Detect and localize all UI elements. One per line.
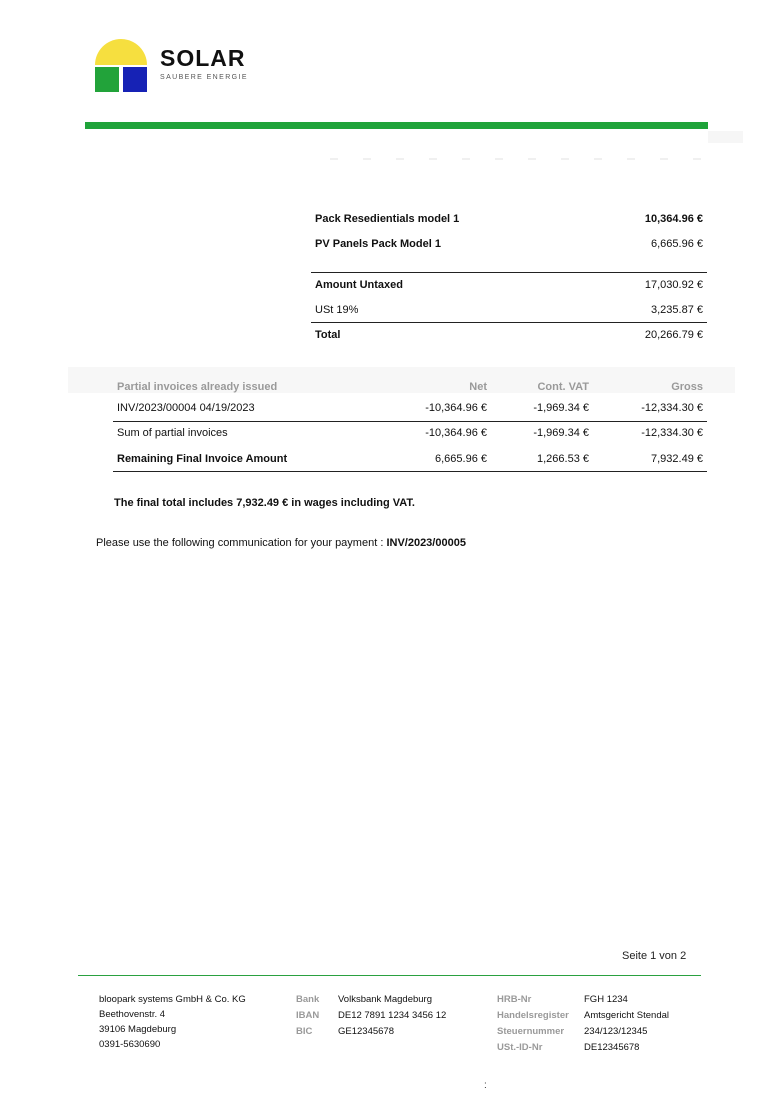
line-item xyxy=(311,232,707,257)
untaxed-row xyxy=(311,273,707,298)
total-amount: 20,266.79 € xyxy=(644,329,703,341)
partial-invoice-vat: -1,969.34 € xyxy=(533,402,589,414)
company-city: 39106 Magdeburg xyxy=(99,1024,177,1035)
tax-amount: 3,235.87 € xyxy=(651,304,703,316)
register-value: Amtsgericht Stendal xyxy=(584,1010,670,1021)
partial-sum-net: -10,364.96 € xyxy=(425,427,487,439)
payment-communication xyxy=(96,537,466,549)
tax-number-value: 234/123/12345 xyxy=(584,1026,648,1037)
untaxed-amount: 17,030.92 € xyxy=(644,279,703,291)
footer-register-values xyxy=(584,992,669,1056)
footer-register-labels xyxy=(497,992,569,1056)
partial-sum-gross: -12,334.30 € xyxy=(641,427,703,439)
partial-header-vat: Cont. VAT xyxy=(537,381,589,393)
company-logo xyxy=(95,39,149,93)
total-label: Total xyxy=(315,329,341,341)
line-item-amount: 10,364.96 € xyxy=(644,213,703,225)
table-row xyxy=(113,396,707,421)
remaining-row xyxy=(113,447,707,472)
sun-shape xyxy=(95,39,147,65)
faint-dashes xyxy=(330,158,705,160)
footer-bank-labels xyxy=(296,992,319,1040)
bic-label: BIC xyxy=(296,1026,313,1037)
line-item-label: PV Panels Pack Model 1 xyxy=(315,238,441,250)
hrb-value: FGH 1234 xyxy=(584,994,628,1005)
iban-label: IBAN xyxy=(296,1010,320,1021)
line-item-label: Pack Resedientials model 1 xyxy=(315,213,460,225)
remaining-vat: 1,266.53 € xyxy=(537,453,589,465)
remaining-net: 6,665.96 € xyxy=(435,453,487,465)
partial-sum-label: Sum of partial invoices xyxy=(117,427,228,439)
register-label: Handelsregister xyxy=(497,1010,569,1021)
line-item-amount: 6,665.96 € xyxy=(651,238,703,250)
final-total-note: The final total includes 7,932.49 € in wages including VAT. xyxy=(114,497,415,509)
company-phone: 0391-5630690 xyxy=(99,1039,161,1050)
hrb-label: HRB-Nr xyxy=(497,994,532,1005)
remaining-gross: 7,932.49 € xyxy=(651,453,703,465)
green-panel-shape xyxy=(95,67,119,92)
partial-invoice-net: -10,364.96 € xyxy=(425,402,487,414)
partial-sum-vat: -1,969.34 € xyxy=(533,427,589,439)
vat-id-label: USt.-ID-Nr xyxy=(497,1042,543,1053)
bic-value: GE12345678 xyxy=(338,1026,394,1037)
partial-header-title: Partial invoices already issued xyxy=(117,381,278,393)
footer-bank-values xyxy=(338,992,446,1040)
tax-label: USt 19% xyxy=(315,304,359,316)
partial-invoice-ref: INV/2023/00004 04/19/2023 xyxy=(117,402,255,414)
page-marker: : xyxy=(484,1080,487,1091)
bank-value: Volksbank Magdeburg xyxy=(338,994,433,1005)
logo-name: SOLAR xyxy=(160,45,246,71)
payment-reference: INV/2023/00005 xyxy=(386,537,466,549)
tax-row xyxy=(311,298,707,323)
partial-header-gross: Gross xyxy=(671,381,703,393)
partial-header-net: Net xyxy=(469,381,487,393)
vat-id-value: DE12345678 xyxy=(584,1042,640,1053)
page-number: Seite 1 von 2 xyxy=(622,950,687,962)
partial-invoice-gross: -12,334.30 € xyxy=(641,402,703,414)
total-row xyxy=(311,323,707,348)
line-item xyxy=(311,207,707,232)
footer-company xyxy=(99,992,246,1052)
remaining-rule xyxy=(113,471,707,472)
footer-divider xyxy=(78,975,701,976)
bank-label: Bank xyxy=(296,994,320,1005)
iban-value: DE12 7891 1234 3456 12 xyxy=(338,1010,447,1021)
faint-decoration xyxy=(708,131,743,143)
header-divider xyxy=(85,122,708,129)
blue-panel-shape xyxy=(123,67,147,92)
untaxed-label: Amount Untaxed xyxy=(315,279,403,291)
company-name: bloopark systems GmbH & Co. KG xyxy=(99,994,246,1005)
company-street: Beethovenstr. 4 xyxy=(99,1009,166,1020)
tax-number-label: Steuernummer xyxy=(497,1026,565,1037)
payment-communication-text: Please use the following communication for your payment : xyxy=(96,537,387,549)
partial-sum-row xyxy=(113,421,707,446)
logo-tagline: SAUBERE ENERGIE xyxy=(160,74,248,81)
remaining-label: Remaining Final Invoice Amount xyxy=(117,453,288,465)
